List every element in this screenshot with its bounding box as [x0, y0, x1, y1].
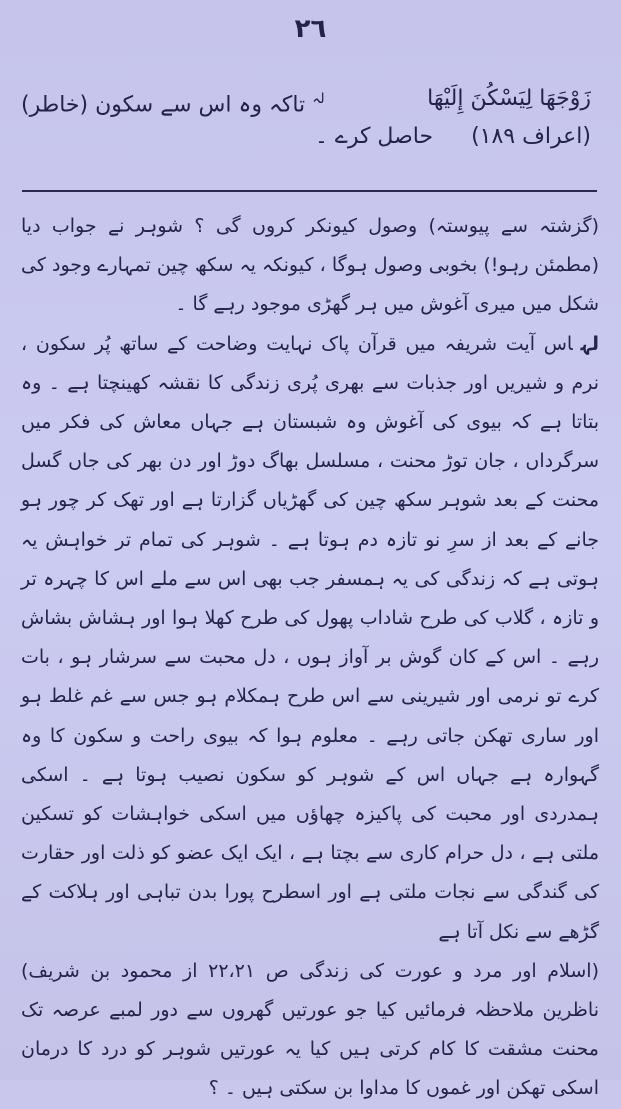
verse-translation-end: حاصل کرے ۔ — [315, 124, 434, 149]
paragraph-citation: (اسلام اور مرد و عورت کی زندگی ص ۲۲،۲۱ از محمود بن شریف) ناظرین ملاحظہ فرمائیں کیا جو عورتیں گھروں سے دور لمبے عرصہ تک محنت مشقت کا کام کرتی ہیں کیا یہ عورتیں شوہر کو درد کا درمان اسکی تھکن اور غموں کا مداوا بن سکتی ہیں ۔ ؟ — [21, 959, 599, 1100]
footnote-marker: لہ — [312, 91, 325, 107]
footnote-marker-body: لہ — [580, 332, 599, 355]
paragraph-footnote — [21, 325, 599, 952]
verse-line-1 — [21, 80, 591, 118]
paragraph-continued: (گزشتہ سے پیوستہ) وصول کیونکر کروں گی ؟ شوہر نے جواب دیا (مطمئن رہو!) بخوبی وصول ہوگا ، کیونکہ یہ سکھ چین تمہارے وجود کی شکل میں میری آغوش میں ہر گھڑی موجود رہے گا ۔ — [21, 215, 599, 316]
surah-reference: (اعراف ۱۸۹) — [471, 124, 591, 149]
footnote-text: اس آیت شریفہ میں قرآن پاک نہایت وضاحت کے ساتھ پُر سکون ، نرم و شیریں اور جذبات سے بھری پُری زندگی کا نقشہ کھینچتا ہے ۔ وہ بتاتا ہے کہ بیوی کی آغوش وہ شبستان ہے جہاں معاش کی فکر میں سرگرداں ، جان توڑ محنت ، مسلسل بھاگ دوڑ اور دن بھر کی جاں گسل محنت کے بعد شوہر سکھ چین کی گھڑیاں گزارتا ہے اور تھک کر چور ہو جانے کے بعد از سرِ نو تازہ دم ہوتا ہے ۔ شوہر کی تمام تر خواہش یہ ہوتی ہے کہ زندگی کی یہ ہمسفر جب بھی اس سے ملے اس کا چہرہ تر و تازہ ، گلاب کی طرح شاداب پھول کی طرح کھلا ہوا اور ہشاش بشاش رہے ۔ اس کے کان گوش بر آواز ہوں ، دل محبت سے سرشار ہو ، بات کرے تو نرمی اور شیرینی سے اس طرح ہمکلام ہو جس سے غم غلط ہو اور ساری تھکن جاتی رہے ۔ معلوم ہوا کہ بیوی راحت و سکون کا وہ گہوارہ ہے جہاں اس کے شوہر کو سکون نصیب ہوتا ہے ۔ اسکی ہمدردی اور محبت کی پاکیزہ چھاؤں میں اسکی خواہشات کو تسکین ملتی ہے ، دل حرام کاری سے بچتا ہے ، ایک ایک عضو کو ذلت اور حقارت کی گندگی سے نجات ملتی ہے اور اسطرح پورا بدن تباہی اور ہلاکت کے گڑھے سے نکل آتا ہے — [21, 332, 599, 943]
main-text — [21, 207, 599, 1109]
verse-line-2 — [21, 118, 591, 154]
divider-rule — [22, 190, 597, 192]
verse-translation — [21, 80, 325, 118]
arabic-verse: زَوْجَهَا لِيَسْكُنَ إِلَيْهَا — [427, 86, 591, 111]
page-number: ۲٦ — [294, 14, 327, 44]
verse-translation-text: تاکہ وہ اس سے سکون (خاطر) — [21, 92, 306, 118]
verse-heading — [21, 80, 591, 154]
